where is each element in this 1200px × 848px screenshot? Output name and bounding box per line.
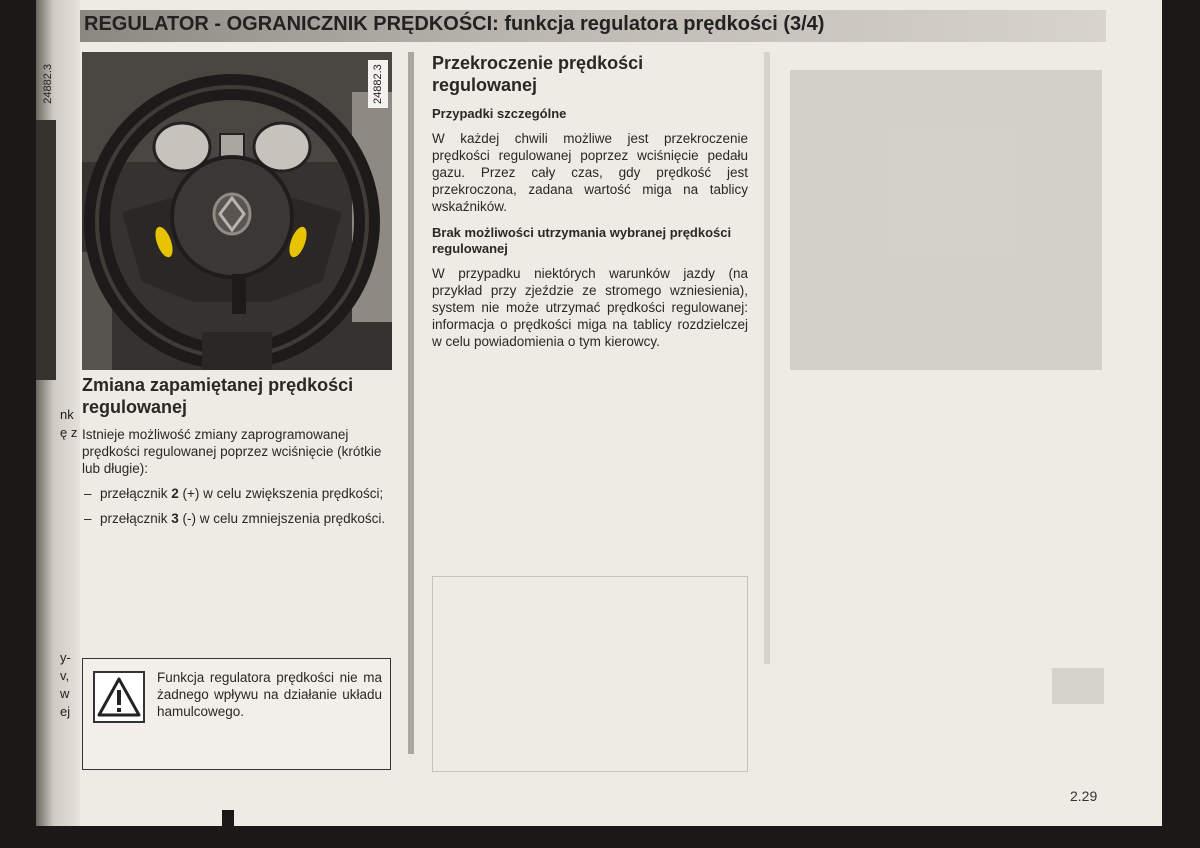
list-item-text: przełącznik <box>100 511 172 526</box>
photo-reference-number: 24882.3 <box>368 60 388 108</box>
scan-mark <box>222 810 234 826</box>
warning-box <box>82 658 391 770</box>
list-item-text: przełącznik <box>100 486 172 501</box>
strip-fragment: nk <box>60 407 74 422</box>
bleed-through-frame <box>432 576 748 772</box>
column-divider <box>408 52 414 754</box>
list-item-text: (-) w celu zmniejszenia prędkości. <box>178 511 386 526</box>
strip-fragment: w <box>60 686 70 701</box>
paragraph: W przypadku niektórych warunków jazdy (na przykład przy zjeździe ze stromego wzniesienia), system nie może utrzymać prędkości regulowanej: informacja o prędkości miga na tablicy rozdzielczej w celu powiadomienia o tym kierowcy. <box>432 266 748 349</box>
bleed-through-photo <box>790 70 1102 370</box>
previous-page-photo-edge <box>36 120 56 380</box>
steering-wheel-illustration <box>82 52 392 370</box>
strip-fragment: ę z <box>60 425 78 440</box>
subheading: Brak możliwości utrzymania wybranej prędkości regulowanej <box>432 225 732 256</box>
warning-triangle-icon <box>93 671 145 723</box>
paragraph: W każdej chwili możliwe jest przekroczenie prędkości regulowanej poprzez wciśnięcie pedału gazu. Przez cały czas, gdy prędkość jest przekroczona, zadana wartość miga na tablicy wskaźników. <box>432 131 748 214</box>
strip-image-ref: 24882.3 <box>42 64 54 104</box>
list-item <box>82 510 392 527</box>
section-heading: Przekroczenie prędkości regulowanej <box>432 53 644 95</box>
warning-text: Funkcja regulatora prędkości nie ma żadnego wpływu na działanie układu hamulcowego. <box>157 670 382 719</box>
list-item-text: (+) w celu zwiększenia prędkości; <box>178 486 384 501</box>
page-number: 2.29 <box>1070 788 1098 804</box>
strip-fragment: v, <box>60 668 70 683</box>
switch-number: 3 <box>171 511 179 526</box>
page-title: REGULATOR - OGRANICZNIK PRĘDKOŚCI: funkcja regulatora prędkości (3/4) <box>84 13 825 35</box>
column-left <box>82 374 392 527</box>
bleed-through-rule <box>764 52 770 664</box>
list-item <box>82 485 392 502</box>
strip-fragment: ej <box>60 704 71 719</box>
bleed-through-box <box>1052 668 1104 704</box>
strip-fragment: y- <box>60 650 71 665</box>
intro-paragraph: Istnieje możliwość zmiany zaprogramowanej prędkości regulowanej poprzez wciśnięcie (krótkie lub długie): <box>82 427 382 476</box>
subheading: Przypadki szczególne <box>432 106 567 121</box>
column-middle <box>432 52 748 350</box>
switch-number: 2 <box>171 486 179 501</box>
section-heading: Zmiana zapamiętanej prędkości regulowanej <box>82 375 354 417</box>
steering-wheel-photo <box>82 52 392 370</box>
